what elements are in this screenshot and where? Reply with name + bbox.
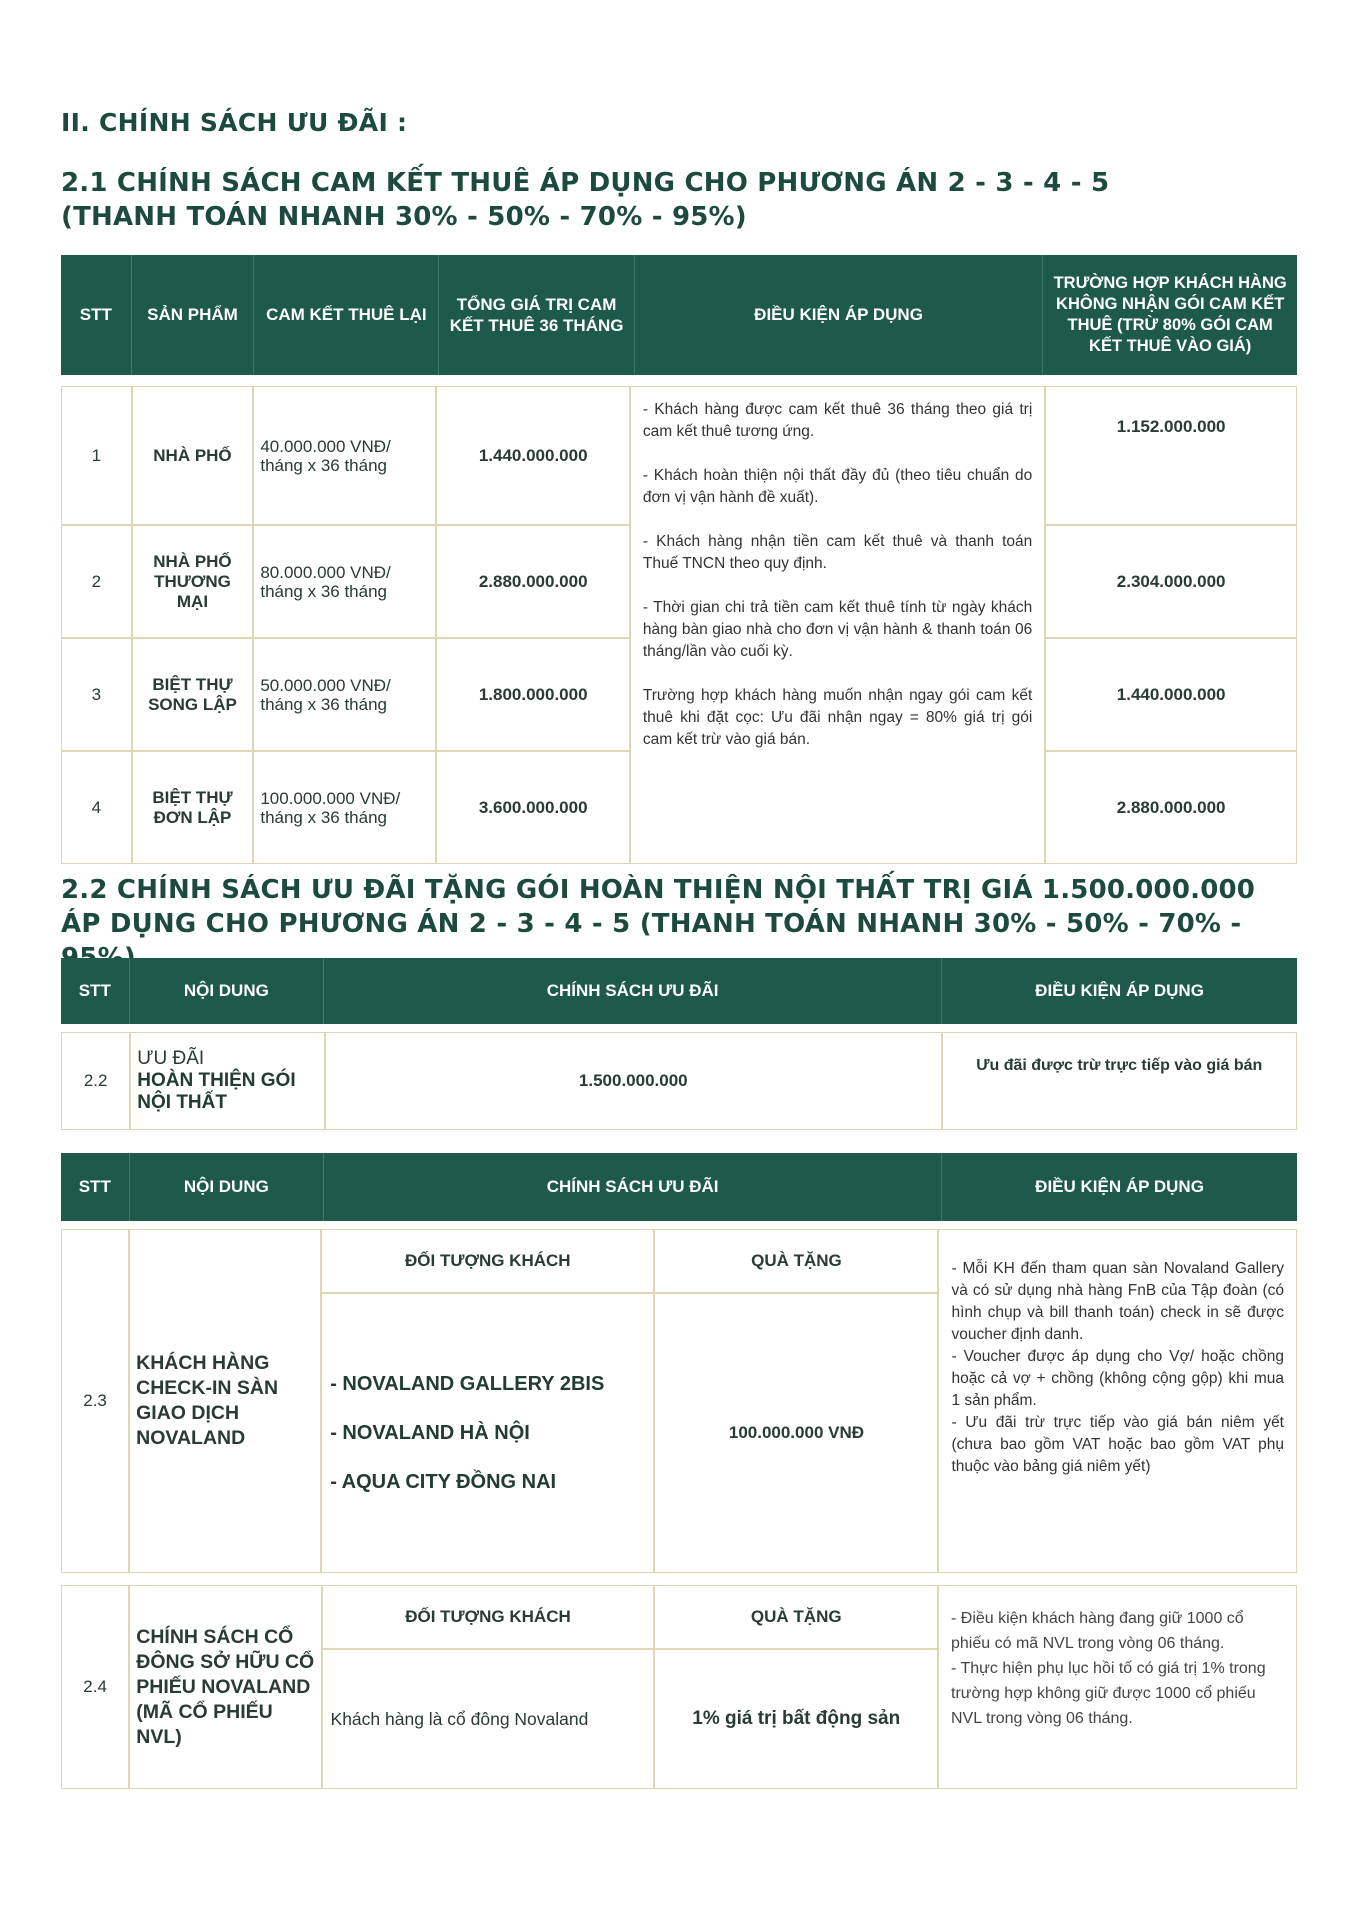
sub-header-target: ĐỐI TƯỢNG KHÁCH — [321, 1229, 654, 1293]
table-1-header — [61, 255, 1297, 375]
condition-2: - Khách hoàn thiện nội thất đầy đủ (theo tiêu chuẩn do đơn vị vận hành đề xuất). — [642, 467, 1033, 506]
target-item: - NOVALAND GALLERY 2BIS — [330, 1372, 605, 1395]
row-product: BIỆT THỰ ĐƠN LẬP — [132, 751, 254, 864]
section-2-title-line1: 2.2 CHÍNH SÁCH ƯU ĐÃI TẶNG GÓI HOÀN THIỆN NỘI THẤT TRỊ GIÁ 1.500.000.000 — [61, 875, 1256, 905]
row-target: Khách hàng là cổ đông Novaland — [322, 1649, 655, 1789]
col-stt: STT — [61, 255, 132, 375]
col-total: TỔNG GIÁ TRỊ CAM KẾT THUÊ 36 THÁNG — [439, 255, 634, 375]
col-stt: STT — [61, 1153, 130, 1221]
col-condition: ĐIỀU KIỆN ÁP DỤNG — [942, 1153, 1297, 1221]
table-3 — [61, 1229, 1297, 1573]
row-stt: 2.3 — [61, 1229, 129, 1573]
table-3-header — [61, 1153, 1297, 1221]
table-2-header — [61, 958, 1297, 1024]
row-policy: 1.500.000.000 — [325, 1032, 941, 1130]
row-stt: 2.2 — [61, 1032, 130, 1130]
targets-cell — [321, 1293, 654, 1573]
main-title: II. CHÍNH SÁCH ƯU ĐÃI : — [61, 108, 408, 137]
row-alt: 2.880.000.000 — [1045, 751, 1297, 864]
row-content: CHÍNH SÁCH CỔ ĐÔNG SỞ HỮU CỔ PHIẾU NOVALAND (MÃ CỔ PHIẾU NVL) — [129, 1585, 321, 1789]
row-condition: Ưu đãi được trừ trực tiếp vào giá bán — [942, 1032, 1297, 1130]
condition-1: - Khách hàng được cam kết thuê 36 tháng theo giá trị cam kết thuê tương ứng. — [642, 401, 1033, 440]
content-line1: ƯU ĐÃI — [137, 1048, 205, 1069]
row-commit: 80.000.000 VNĐ/ tháng x 36 tháng — [253, 525, 436, 638]
row-total: 1.800.000.000 — [436, 638, 629, 751]
section-1-title-line1: 2.1 CHÍNH SÁCH CAM KẾT THUÊ ÁP DỤNG CHO PHƯƠNG ÁN 2 - 3 - 4 - 5 — [61, 168, 1110, 198]
row-product: NHÀ PHỐ — [132, 386, 254, 525]
table-1 — [61, 386, 1297, 864]
row-stt: 1 — [61, 386, 132, 525]
row-gift: 100.000.000 VNĐ — [654, 1293, 938, 1573]
condition-5: Trường hợp khách hàng muốn nhận ngay gói cam kết thuê khi đặt cọc: Ưu đãi nhận ngay = 80% giá trị gói cam kết trừ vào giá bán. — [642, 687, 1033, 748]
col-commit: CAM KẾT THUÊ LẠI — [254, 255, 439, 375]
row-gift: 1% giá trị bất động sản — [654, 1649, 938, 1789]
table-row — [61, 1585, 1297, 1649]
col-condition: ĐIỀU KIỆN ÁP DỤNG — [635, 255, 1044, 375]
row-stt: 3 — [61, 638, 132, 751]
condition-4: - Thời gian chi trả tiền cam kết thuê tính từ ngày khách hàng bàn giao nhà cho đơn vị vận hành & thanh toán 06 tháng/lần vào cuối kỳ. — [642, 599, 1033, 660]
section-1-title-line2: (THANH TOÁN NHANH 30% - 50% - 70% - 95%) — [61, 202, 747, 232]
section-1-title — [61, 166, 1109, 234]
sub-header-gift: QUÀ TẶNG — [654, 1229, 938, 1293]
col-content: NỘI DUNG — [130, 958, 325, 1024]
content-line2: HOÀN THIỆN GÓI NỘI THẤT — [137, 1070, 296, 1113]
row-alt: 1.440.000.000 — [1045, 638, 1297, 751]
row-total: 3.600.000.000 — [436, 751, 629, 864]
col-product: SẢN PHẨM — [132, 255, 255, 375]
table-2 — [61, 1032, 1297, 1130]
row-stt: 2.4 — [61, 1585, 129, 1789]
target-item: - NOVALAND HÀ NỘI — [330, 1421, 530, 1444]
row-stt: 4 — [61, 751, 132, 864]
row-product: NHÀ PHỐ THƯƠNG MẠI — [132, 525, 254, 638]
row-total: 1.440.000.000 — [436, 386, 629, 525]
row-condition — [938, 1585, 1297, 1789]
table-row — [61, 1229, 1297, 1293]
condition-text: - Mỗi KH đến tham quan sàn Novaland Gallery và có sử dụng nhà hàng FnB của Tập đoàn (có hình chụp và bill thanh toán) check in sẽ được voucher định danh. - Voucher được áp dụng cho Vợ/ hoặc chồng hoặc cả vợ + chồng (không cộng gộp) khi mua 1 sản phẩm. - Ưu đãi trừ trực tiếp vào giá bán niêm yết (chưa bao gồm VAT hoặc bao gồm VAT phụ thuộc vào bảng giá niêm yết) — [951, 1260, 1284, 1475]
row-condition — [938, 1229, 1297, 1573]
col-condition: ĐIỀU KIỆN ÁP DỤNG — [942, 958, 1297, 1024]
table-4 — [61, 1585, 1297, 1789]
col-policy: CHÍNH SÁCH ƯU ĐÃI — [324, 1153, 942, 1221]
row-commit: 40.000.000 VNĐ/ tháng x 36 tháng — [253, 386, 436, 525]
table-row — [61, 386, 1297, 525]
row-commit: 50.000.000 VNĐ/ tháng x 36 tháng — [253, 638, 436, 751]
row-stt: 2 — [61, 525, 132, 638]
row-content: KHÁCH HÀNG CHECK-IN SÀN GIAO DỊCH NOVALAND — [129, 1229, 321, 1573]
col-alt: TRƯỜNG HỢP KHÁCH HÀNG KHÔNG NHẬN GÓI CAM KẾT THUÊ (TRỪ 80% GÓI CAM KẾT THUÊ VÀO GIÁ) — [1043, 255, 1297, 375]
target-item: - AQUA CITY ĐỒNG NAI — [330, 1470, 557, 1493]
condition-text: - Điều kiện khách hàng đang giữ 1000 cổ phiếu có mã NVL trong vòng 06 tháng. - Thực hiện phụ lục hồi tố có giá trị 1% trong trường hợp không giữ được 1000 cổ phiếu NVL trong vòng 06 tháng. — [951, 1610, 1266, 1727]
col-content: NỘI DUNG — [130, 1153, 325, 1221]
conditions-cell — [630, 386, 1045, 864]
section-2-title-line2: ÁP DỤNG CHO PHƯƠNG ÁN 2 - 3 - 4 - 5 (THANH TOÁN NHANH 30% - 50% - 70% - — [61, 909, 1242, 939]
row-alt: 1.152.000.000 — [1045, 386, 1297, 525]
row-product: BIỆT THỰ SONG LẬP — [132, 638, 254, 751]
col-policy: CHÍNH SÁCH ƯU ĐÃI — [324, 958, 942, 1024]
sub-header-gift: QUÀ TẶNG — [654, 1585, 938, 1649]
row-commit: 100.000.000 VNĐ/ tháng x 36 tháng — [253, 751, 436, 864]
condition-3: - Khách hàng nhận tiền cam kết thuê và thanh toán Thuế TNCN theo quy định. — [642, 533, 1033, 572]
col-stt: STT — [61, 958, 130, 1024]
row-total: 2.880.000.000 — [436, 525, 629, 638]
row-content — [130, 1032, 325, 1130]
sub-header-target: ĐỐI TƯỢNG KHÁCH — [322, 1585, 655, 1649]
table-row — [61, 1032, 1297, 1130]
row-alt: 2.304.000.000 — [1045, 525, 1297, 638]
